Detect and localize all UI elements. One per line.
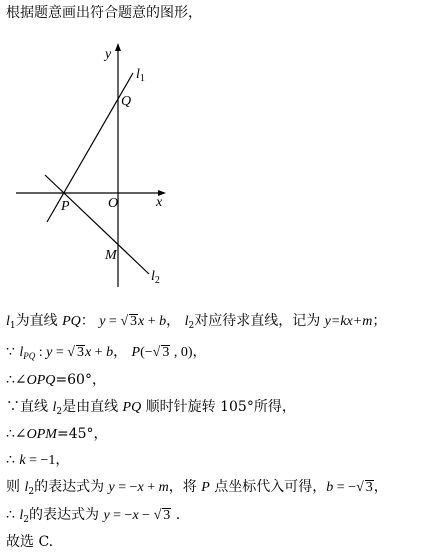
intro-text: 根据题意画出符合题意的图形， (6, 5, 202, 21)
origin-label: O (108, 196, 119, 211)
point-q-label: Q (121, 94, 132, 109)
solution-line-8: ∴ $l_2$的表达式为 y = −x − √ 3 . (6, 507, 181, 525)
l1-label: $l_1$ (136, 67, 145, 84)
y-axis-arrow (115, 43, 121, 51)
y-axis-label: y (105, 47, 112, 62)
answer-line: 故选 C. (6, 534, 54, 550)
solution-line-7: 则 $l_2$的表达式为 y = −x + m，将 P 点坐标代入可得，b = −√ 3， (6, 479, 388, 497)
solution-line-6: ∴ k = −1， (6, 452, 70, 468)
x-axis-label: x (156, 195, 163, 210)
solution-line-4: ∵直线 $l_2$是由直线 PQ 顺时针旋转 105°所得， (6, 399, 296, 417)
solution-line-5: ∴∠OPM=45°， (6, 426, 108, 442)
equation-pq: y = √ 3x + b (99, 314, 167, 329)
solution-line-1: $l_1$为直线 PQ： y = √ 3x + b， $l_2$对应待求直线，记为 y=kx+m； (6, 313, 387, 331)
point-m-label: M (105, 248, 117, 263)
l2-label: $l_2$ (151, 269, 160, 286)
solution-line-3: ∴∠OPQ=60°， (6, 372, 106, 388)
line-l2 (45, 175, 149, 274)
solution-line-2: ∵ $l_{PQ}$ : y = √ 3x + b， P(−√ 3 , 0)， (6, 344, 207, 361)
point-p-label: P (61, 199, 70, 214)
